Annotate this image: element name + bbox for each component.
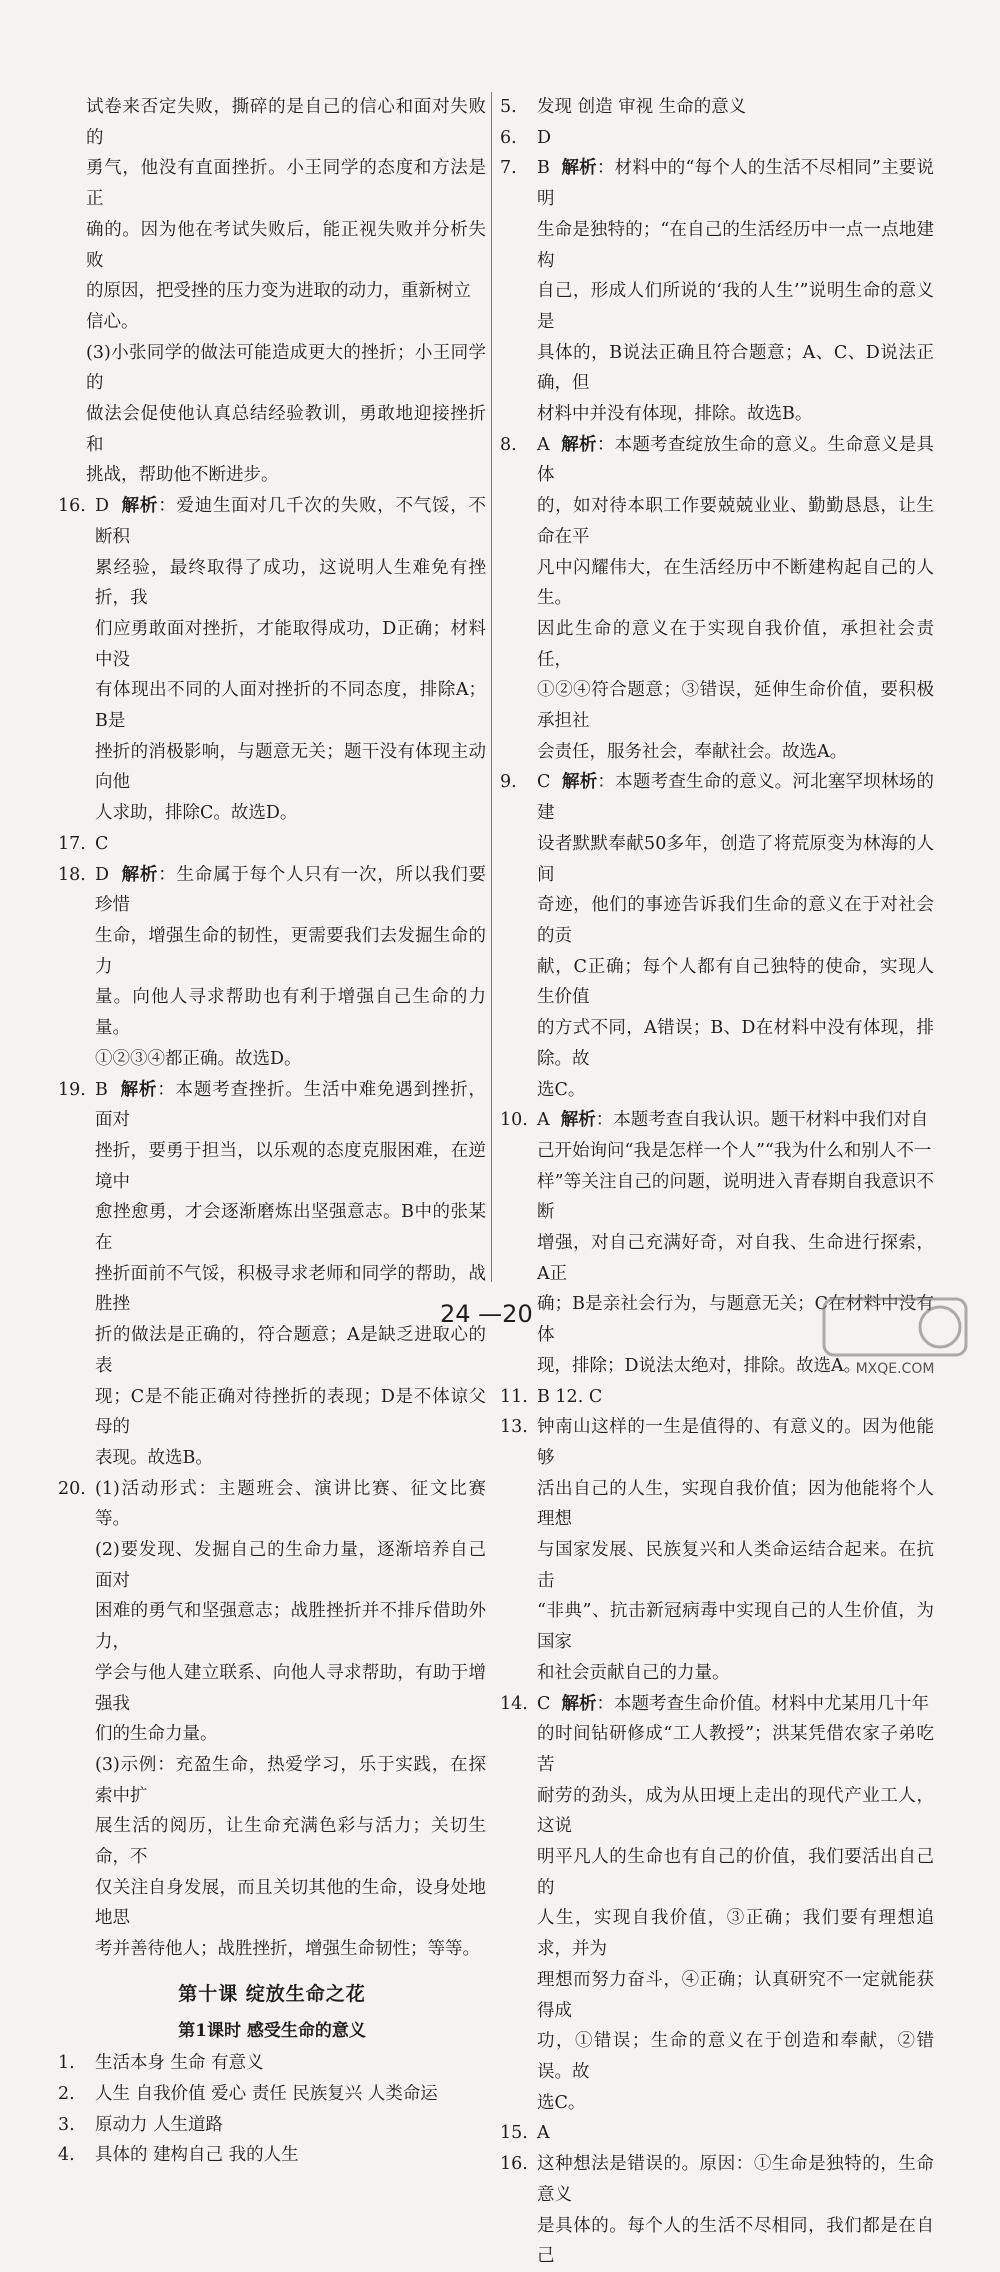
fill-item-4: [58, 2140, 486, 2171]
text-line: 凡中闪耀伟大，在生活经历中不断建构起自己的人生。: [537, 557, 934, 609]
item-number: 6.: [500, 127, 517, 148]
analysis-keyword: 解析: [561, 772, 598, 793]
answer-item-20: [58, 1474, 486, 1965]
text-line: 样”等关注自己的问题，说明进入青春期自我意识不断: [537, 1171, 934, 1223]
item-number: 5.: [500, 97, 517, 117]
section-title: 第1课时 感受生命的意义: [178, 2020, 366, 2041]
item-number: 15.: [500, 2123, 528, 2144]
item-number: 14.: [500, 1693, 528, 1714]
text-line: ：本题考查挫折。生活中难免遇到挫折，面对: [95, 1079, 486, 1131]
answer-letter: A: [537, 2123, 550, 2144]
text-line: 具体的，B说法正确且符合题意；A、C、D说法正确，但: [537, 342, 934, 394]
text-line: 奇迹，他们的事迹告诉我们生命的意义在于对社会的贡: [537, 895, 934, 946]
answer-item-16-right: [500, 2149, 934, 2272]
text-line: 具体的 建构自己 我的人生: [95, 2145, 299, 2166]
text-line: 愈挫愈勇，才会逐渐磨炼出坚强意志。B中的张某在: [95, 1202, 486, 1254]
answer-item-16: [58, 491, 486, 829]
text-line: 明平凡人的生命也有自己的价值，我们要活出自己的: [537, 1847, 934, 1898]
answer-item-7: [500, 153, 934, 429]
text-line: 累经验，最终取得了成功，这说明人生难免有挫折，我: [95, 557, 486, 609]
text-line: 折的做法是正确的，符合题意；A是缺乏进取心的表: [95, 1325, 486, 1376]
text-line: 信心。: [86, 311, 139, 332]
analysis-keyword: 解析: [561, 434, 597, 455]
text-line: 人生 自我价值 爱心 责任 民族复兴 人类命运: [95, 2084, 438, 2104]
text-line: 原动力 人生道路: [95, 2114, 224, 2135]
text-line: 功，①错误；生命的意义在于创造和奉献，②错误。故: [537, 2031, 934, 2082]
text-line: ：爱迪生面对几千次的失败，不气馁，不断积: [95, 496, 486, 547]
text-line: “非典”、抗击新冠病毒中实现自己的人生价值，为国家: [537, 1601, 934, 1653]
item-number: 17.: [58, 833, 86, 854]
analysis-keyword: 解析: [561, 158, 597, 179]
answer-letter: C: [537, 1693, 551, 1714]
fill-item-1: [58, 2048, 486, 2079]
text-line: 选C。: [537, 2092, 586, 2113]
text-line: 学会与他人建立联系、向他人寻求帮助，有助于增强我: [95, 1662, 486, 1714]
text-line: 现，排除；D说法太绝对，排除。故选A。: [537, 1355, 862, 1376]
text-line: 活出自己的人生，实现自我价值；因为他能将个人理想: [537, 1478, 934, 1530]
text-line: B 12. C: [537, 1386, 603, 1407]
text-line: 这种想法是错误的。原因：①生命是独特的，生命意义: [537, 2154, 934, 2205]
answer-item-9: [500, 767, 934, 1105]
text-line: 理想而努力奋斗，④正确；认真研究不一定就能获得成: [537, 1969, 934, 2021]
analysis-keyword: 解析: [561, 1693, 597, 1714]
text-line: 做法会促使他认真总结经验教训，勇敢地迎接挫折和: [86, 404, 486, 455]
text-line: 挫折面前不气馁，积极寻求老师和同学的帮助，战胜挫: [95, 1263, 486, 1315]
analysis-keyword: 解析: [120, 1079, 158, 1100]
text-line: ①②④符合题意；③错误，延伸生命价值，要积极承担社: [537, 680, 934, 732]
item-number: 16.: [500, 2154, 528, 2175]
answer-letter: B: [537, 158, 550, 179]
text-line: 量。向他人寻求帮助也有利于增强自己生命的力量。: [95, 987, 486, 1039]
text-line: 们的生命力量。: [95, 1724, 218, 1745]
text-line: 考并善待他人；战胜挫折，增强生命韧性；等等。: [95, 1939, 480, 1960]
answer-letter: C: [95, 833, 109, 854]
text-line: 耐劳的劲头，成为从田埂上走出的现代产业工人，这说: [537, 1785, 934, 1837]
text-line: 确的。因为他在考试失败后，能正视失败并分析失败: [86, 219, 486, 271]
text-line: 献，C正确；每个人都有自己独特的使命，实现人生价值: [537, 956, 934, 1008]
text-line: 表现。故选B。: [95, 1447, 213, 1468]
text-line: ：生命属于每个人只有一次，所以我们要珍惜: [95, 864, 486, 916]
answer-letter: B: [95, 1079, 108, 1100]
lesson-title: 第十课 绽放生命之花: [178, 1982, 366, 2005]
text-line: 们应勇敢面对挫折，才能取得成功，D正确；材料中没: [95, 618, 486, 670]
text-line: 的，如对待本职工作要兢兢业业、勤勤恳恳，让生命在平: [537, 496, 934, 547]
answer-letter: D: [95, 496, 110, 517]
text-line: 材料中并没有体现，排除。故选B。: [537, 404, 813, 425]
text-line: 设者默默奉献50多年，创造了将荒原变为林海的人间: [537, 833, 934, 885]
item-number: 11.: [500, 1386, 528, 1407]
item-number: 19.: [58, 1079, 86, 1100]
fill-item-2: [58, 2079, 486, 2110]
left-column: [58, 92, 486, 2171]
text-line: 展生活的阅历，让生命充满色彩与活力；关切生命，不: [95, 1816, 486, 1868]
item-number: 20.: [58, 1478, 86, 1499]
answer-letter: A: [537, 434, 550, 455]
text-line: ：本题考查自我认识。题干材料中我们对自: [595, 1110, 929, 1131]
right-column: [500, 92, 934, 2272]
text-line: 仅关注自身发展，而且关切其他的生命，设身处地地思: [95, 1877, 486, 1929]
item-number: 8.: [500, 434, 517, 455]
text-line: 增强，对自己充满好奇，对自我、生命进行探索，A正: [537, 1233, 934, 1284]
text-line: 己开始询问“我是怎样一个人”“我为什么和别人不一: [537, 1140, 932, 1161]
text-line: 的原因，把受挫的压力变为进取的动力，重新树立: [86, 281, 471, 302]
answer-item-19: [58, 1075, 486, 1474]
item-number: 10.: [500, 1110, 528, 1131]
text-line: 选C。: [537, 1079, 586, 1100]
answer-letter: D: [95, 864, 110, 885]
text-line: 挑战，帮助他不断进步。: [86, 465, 279, 486]
text-line: ：本题考查生命的意义。河北塞罕坝林场的建: [537, 772, 934, 824]
q15-part2-continued: [58, 92, 486, 338]
text-line: 的方式不同，A错误；B、D在材料中没有体现，排除。故: [537, 1018, 934, 1069]
text-line: 自己，形成人们所说的‘我的人生’”说明生命的意义是: [537, 281, 934, 332]
watermark-text: MXQE.COM: [855, 1361, 935, 1377]
text-line: 会责任，服务社会，奉献社会。故选A。: [537, 741, 848, 762]
text-line: ：本题考查绽放生命的意义。生命意义是具体: [537, 434, 935, 486]
answer-item-15: [500, 2118, 934, 2149]
item-number: 2.: [58, 2084, 75, 2104]
answer-item-5: [500, 92, 934, 123]
column-divider: [491, 92, 492, 1282]
answer-letter: C: [537, 772, 551, 793]
answer-item-14: [500, 1689, 934, 2119]
text-line: 发现 创造 审视 生命的意义: [537, 97, 747, 117]
analysis-keyword: 解析: [121, 864, 159, 885]
answer-letter: A: [537, 1110, 550, 1131]
text-line: 人生，实现自我价值，③正确；我们要有理想追求，并为: [537, 1908, 934, 1960]
item-number: 18.: [58, 864, 86, 885]
text-line: 试卷来否定失败，撕碎的是自己的信心和面对失败的: [86, 97, 486, 148]
watermark-logo: [820, 1293, 970, 1379]
text-line: (1)活动形式：主题班会、演讲比赛、征文比赛等。: [95, 1478, 486, 1530]
text-line: 钟南山这样的一生是值得的、有意义的。因为他能够: [537, 1417, 934, 1468]
answer-item-18: [58, 860, 486, 1075]
answer-letter: D: [537, 127, 552, 148]
text-line: 困难的勇气和坚强意志；战胜挫折并不排斥借助外力，: [95, 1601, 486, 1653]
text-line: 生命是独特的；“在自己的生活经历中一点一点地建构: [537, 219, 934, 271]
answer-item-13: [500, 1412, 934, 1688]
fill-item-3: [58, 2110, 486, 2141]
item-number: 7.: [500, 158, 517, 179]
text-line: 确；B是亲社会行为，与题意无关；C在材料中没有体: [537, 1294, 934, 1346]
text-line: 和社会贡献自己的力量。: [537, 1662, 730, 1683]
answer-item-11-12: [500, 1382, 934, 1413]
item-number: 9.: [500, 772, 517, 793]
text-line: (3)示例：充盈生命，热爱学习，乐于实践，在探索中扩: [95, 1754, 486, 1806]
analysis-keyword: 解析: [560, 1110, 596, 1131]
item-number: 16.: [58, 496, 86, 517]
text-line: 挫折，要勇于担当，以乐观的态度克服困难，在逆境中: [95, 1140, 486, 1192]
answer-item-17: [58, 829, 486, 860]
text-line: 因此生命的意义在于实现自我价值，承担社会责任，: [537, 618, 934, 670]
answer-item-8: [500, 430, 934, 768]
text-line: 人求助，排除C。故选D。: [95, 803, 298, 824]
text-line: 生活本身 生命 有意义: [95, 2053, 264, 2074]
text-line: 的时间钻研修成“工人教授”；洪某凭借农家子弟吃苦: [537, 1724, 934, 1775]
text-line: 挫折的消极影响，与题意无关；题干没有体现主动向他: [95, 741, 486, 793]
item-number: 13.: [500, 1417, 528, 1438]
analysis-keyword: 解析: [121, 496, 159, 517]
text-line: 与国家发展、民族复兴和人类命运结合起来。在抗击: [537, 1540, 934, 1591]
text-line: 是具体的。每个人的生活不尽相同，我们都是在自己: [537, 2215, 934, 2267]
item-number: 1.: [58, 2053, 75, 2074]
text-line: ：材料中的“每个人的生活不尽相同”主要说明: [537, 158, 934, 210]
text-line: 有体现出不同的人面对挫折的不同态度，排除A；B是: [95, 680, 486, 732]
text-line: ：本题考查生命价值。材料中尤某用几十年: [596, 1693, 930, 1714]
item-number: 3.: [58, 2114, 75, 2135]
text-line: (3)小张同学的做法可能造成更大的挫折；小王同学的: [86, 342, 486, 394]
text-line: ①②③④都正确。故选D。: [95, 1048, 302, 1069]
text-line: 勇气，他没有直面挫折。小王同学的态度和方法是正: [86, 158, 486, 210]
text-line: 生命，增强生命的韧性，更需要我们去发掘生命的力: [95, 925, 486, 977]
q15-part3: [58, 338, 486, 492]
text-line: (2)要发现、发掘自己的生命力量，逐渐培养自己面对: [95, 1540, 486, 1591]
text-line: 现；C是不能正确对待挫折的表现；D是不体谅父母的: [95, 1386, 486, 1438]
page-number: 24 —20: [440, 1300, 533, 1328]
item-number: 4.: [58, 2145, 75, 2166]
answer-item-6: [500, 123, 934, 154]
